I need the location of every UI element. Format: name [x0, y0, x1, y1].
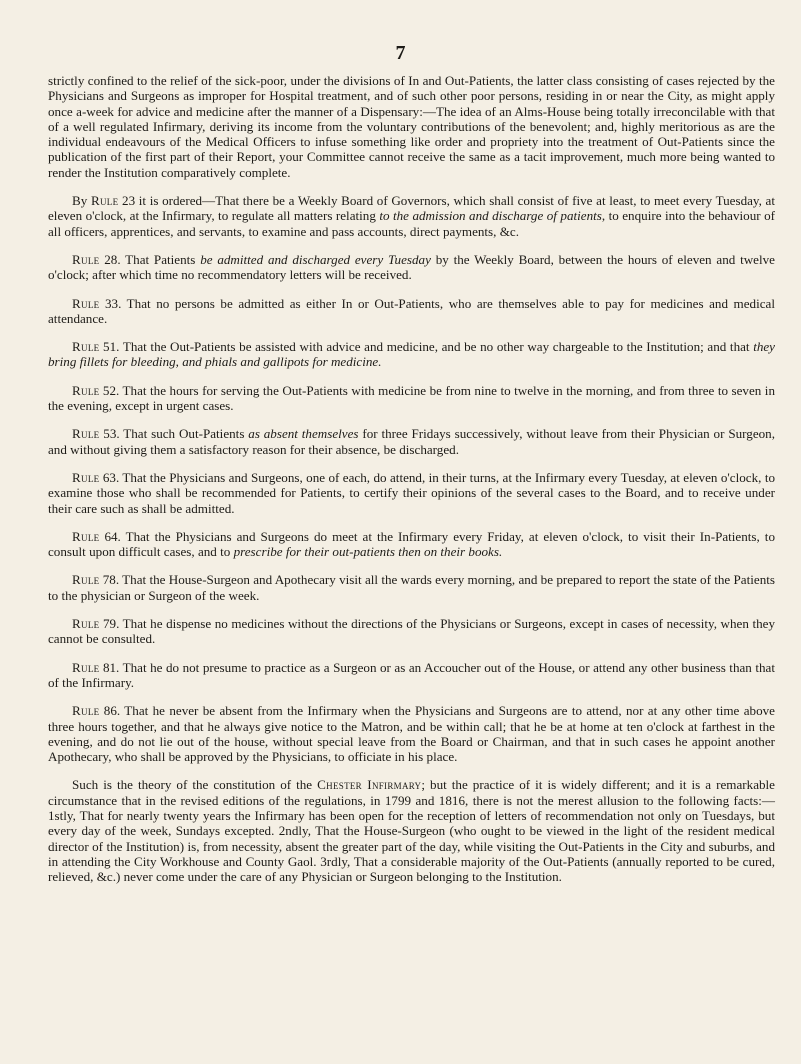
text-segment: to the admission and discharge of patients [379, 208, 602, 224]
paragraph-rule86 [48, 703, 775, 764]
paragraph-rule64 [48, 529, 775, 560]
text-segment: 79. That he dispense no medicines without the directions of the Physicians or Surgeons, except in cases of necessity, when they cannot be consulted. [48, 616, 775, 647]
text-segment: be admitted and discharged every Tuesday [200, 251, 431, 267]
text-segment: Rule [72, 616, 100, 632]
text-segment: Such is the theory of the constitution of the [72, 777, 318, 793]
text-segment: 52. That the hours for serving the Out-Patients with medicine be from nine to twelve in the morning, and from three to seven in the evening, except in urgent cases. [48, 382, 775, 414]
text-segment: 64. That the Physicians and Surgeons do meet at the Infirmary every Friday, at eleven o'clock, to visit their In-Patients, to consult upon difficult cases, and to [48, 528, 775, 560]
text-segment: , to enquire into the behaviour of all officers, apprentices, and servants, to examine and pass accounts, direct payments, &c. [48, 208, 775, 239]
text-segment: Rule [72, 426, 100, 442]
text-segment: ; but the practice of it is widely different; and it is a remarkable circumstance that in the revised editions of the regulations, in 1799 and 1816, there is not the merest allusion to the following facts:—1stly, That for nearly twenty years the Infirmary has been open for the reception of letters of recommendation not only on Tuesdays, but every day of the week, Sundays excepted. 2ndly, That the House-Surgeon (who ought to be viewed in the light of the resident medical director of the Institution) is, from necessity, absent the greater part of the day, while visiting the Out-Patients in the City and suburbs, and in attending the City Workhouse and County Gaol. 3rdly, That a considerable majority of the Out-Patients (annually reported to be cured, relieved, &c.) never come under the care of any Physician or Surgeon belonging to the Institution. [48, 777, 775, 885]
text-segment: 33. That no persons be admitted as either In or Out-Patients, who are themselves able to pay for medicines and medical attendance. [48, 295, 775, 326]
text-segment: 28. That Patients [99, 251, 201, 267]
text-segment: By [72, 193, 91, 209]
text-segment: Chester Infirmary [317, 777, 422, 793]
text-segment: by the Weekly Board, between the hours of eleven and twelve o'clock; after which time no recommendatory letters will be received. [48, 251, 775, 283]
text-segment: prescribe for their out-patients then on their books. [233, 544, 503, 560]
text-segment: 81. That he do not presume to practice as a Surgeon or as an Accoucher out of the House, or attend any other business than that of the Infirmary. [48, 659, 775, 690]
text-segment: for three Fridays successively, without leave from their Physician or Surgeon, and without giving them a satisfactory reason for their absence, be discharged. [48, 426, 775, 457]
text-segment: Rule [72, 339, 100, 355]
paragraph-rule81 [48, 660, 775, 691]
text-segment: Rule [72, 295, 100, 311]
text-segment: 23 it is ordered—That there be a Weekly Board of Governors, which shall consist of five at least, to meet every Tuesday, at eleven o'clock, at the Infirmary, to regulate all matters relating [48, 193, 775, 224]
paragraph-intro [48, 73, 775, 180]
text-segment: as absent themselves [248, 426, 359, 442]
paragraph-rule33 [48, 296, 775, 327]
text-segment: 53. That such Out-Patients [99, 426, 249, 442]
text-segment: Rule [72, 251, 100, 267]
text-segment: Rule [72, 572, 100, 588]
paragraph-rule28 [48, 252, 775, 283]
paragraph-rule63 [48, 470, 775, 516]
text-segment: Rule [72, 382, 100, 398]
paragraph-rule53 [48, 426, 775, 457]
text-segment: they bring fillets for bleeding, and phials and gallipots for medicine. [48, 339, 775, 370]
text-segment: Rule [90, 193, 119, 209]
paragraph-rule52 [48, 383, 775, 414]
page-number: 7 [395, 42, 406, 64]
text-segment: Rule [72, 528, 100, 544]
text-segment: 78. That the House-Surgeon and Apothecary visit all the wards every morning, and be prepared to report the state of the Patients to the physician or Surgeon of the week. [48, 572, 775, 603]
text-segment: Rule [72, 469, 100, 485]
text-segment: 51. That the Out-Patients be assisted with advice and medicine, and be no other way chargeable to the Institution; and that [99, 339, 754, 355]
document-body [48, 73, 775, 897]
paragraph-rule79 [48, 616, 775, 647]
paragraph-conclusion [48, 777, 775, 884]
paragraph-rule51 [48, 339, 775, 370]
text-segment: 86. That he never be absent from the Infirmary when the Physicians and Surgeons are to attend, nor at any other time above three hours together, and that he always give notice to the Matron, and be within call; that he be at home at ten o'clock at farthest in the evening, and do not lie out of the house, without special leave from the Board or Chairman, and that in such cases he appoint another Apothecary, who shall be approved by the Physicians, to officiate in his place. [48, 703, 775, 765]
text-segment: Rule [72, 659, 100, 675]
paragraph-rule78 [48, 572, 775, 603]
text-segment: Rule [72, 703, 100, 719]
text-segment: 63. That the Physicians and Surgeons, one of each, do attend, in their turns, at the Infirmary every Tuesday, at eleven o'clock, to examine those who shall be recommended for Patients, to certify their opinions of the several cases to the Board, and to receive under their care such as shall be admitted. [48, 469, 775, 516]
paragraph-rule23 [48, 193, 775, 239]
text-segment: strictly confined to the relief of the sick-poor, under the divisions of In and Out-Patients, the latter class consisting of cases rejected by the Physicians and Surgeons as improper for Hospital treatment, and of such other poor persons, residing in or near the City, as might apply once a-week for advice and medicine after the manner of a Dispensary:—The idea of an Alms-House being totally irreconcilable with that of a well regulated Infirmary, deriving its income from the voluntary contributions of the benevolent; and, highly meritorious as are the individual endeavours of the Medical Officers to infuse something like order and propriety into the treatment of Out-Patients since the publication of the first part of their Report, your Committee cannot receive the same as a tacit improvement, much more being wanted to render the Institution comparatively complete. [48, 73, 775, 180]
